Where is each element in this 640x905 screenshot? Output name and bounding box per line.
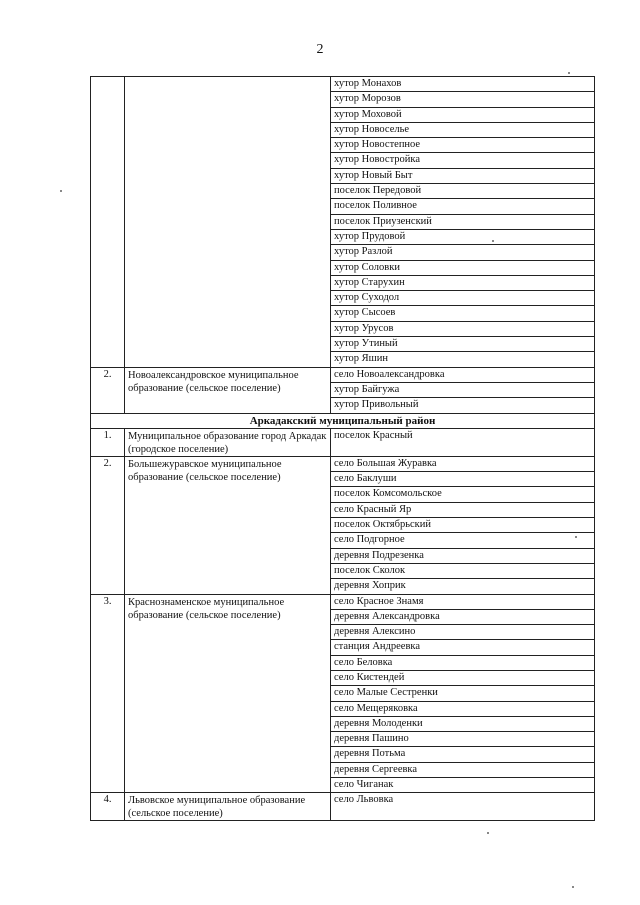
settlement-name: хутор Старухин — [331, 275, 595, 290]
municipality-name: Большежуравское муниципальное образование (сельское поселение) — [125, 456, 331, 594]
settlement-name: поселок Октябрьский — [331, 518, 595, 533]
settlement-name: хутор Утиный — [331, 337, 595, 352]
settlement-name: деревня Подрезенка — [331, 548, 595, 563]
settlement-name: село Подгорное — [331, 533, 595, 548]
settlement-name: хутор Привольный — [331, 398, 595, 413]
settlement-name: хутор Новоселье — [331, 122, 595, 137]
table-row — [91, 428, 595, 456]
settlement-name: село Львовка — [331, 793, 595, 821]
settlement-name: хутор Суходол — [331, 291, 595, 306]
settlement-name: хутор Соловки — [331, 260, 595, 275]
row-number: 1. — [91, 428, 125, 456]
settlement-name: хутор Новостройка — [331, 153, 595, 168]
settlement-name: хутор Моховой — [331, 107, 595, 122]
settlement-name: поселок Сколок — [331, 563, 595, 578]
settlement-name: поселок Комсомольское — [331, 487, 595, 502]
municipality-name — [125, 77, 331, 368]
region-header-row — [91, 413, 595, 428]
settlement-name: хутор Разлой — [331, 245, 595, 260]
settlement-name: хутор Байгужа — [331, 382, 595, 397]
table-row — [91, 793, 595, 821]
settlement-name: хутор Прудовой — [331, 229, 595, 244]
settlement-name: деревня Хоприк — [331, 579, 595, 594]
settlement-name: село Красное Знамя — [331, 594, 595, 609]
settlement-name: хутор Новый Быт — [331, 168, 595, 183]
scan-speck — [575, 536, 577, 538]
settlement-name: хутор Яшин — [331, 352, 595, 367]
settlement-name: село Беловка — [331, 655, 595, 670]
settlement-name: деревня Сергеевка — [331, 762, 595, 777]
row-number — [91, 77, 125, 368]
settlements-table — [90, 76, 595, 821]
scan-speck — [487, 832, 489, 834]
municipality-name: Краснознаменское муниципальное образование (сельское поселение) — [125, 594, 331, 793]
page-number: 2 — [316, 42, 324, 57]
row-number: 2. — [91, 456, 125, 594]
scan-speck — [492, 240, 494, 242]
settlement-name: деревня Алексино — [331, 625, 595, 640]
settlement-name: село Большая Журавка — [331, 456, 595, 471]
settlement-name: поселок Приузенский — [331, 214, 595, 229]
settlement-name: хутор Морозов — [331, 92, 595, 107]
table-row — [91, 77, 595, 92]
settlement-name: хутор Монахов — [331, 77, 595, 92]
row-number: 3. — [91, 594, 125, 793]
row-number: 2. — [91, 367, 125, 413]
settlement-name: село Мещеряковка — [331, 701, 595, 716]
settlement-name: село Новоалександровка — [331, 367, 595, 382]
municipality-name: Муниципальное образование город Аркадак (городское поселение) — [125, 428, 331, 456]
row-number: 4. — [91, 793, 125, 821]
region-title: Аркадакский муниципальный район — [91, 413, 595, 428]
settlement-name: поселок Поливное — [331, 199, 595, 214]
settlement-name: деревня Александровка — [331, 609, 595, 624]
scan-speck — [60, 190, 62, 192]
settlement-name: село Красный Яр — [331, 502, 595, 517]
settlement-name: хутор Урусов — [331, 321, 595, 336]
settlement-name: станция Андреевка — [331, 640, 595, 655]
table-row — [91, 456, 595, 471]
table-row — [91, 367, 595, 382]
settlement-name: поселок Красный — [331, 428, 595, 456]
settlement-name: село Малые Сестренки — [331, 686, 595, 701]
table-row — [91, 594, 595, 609]
scan-speck — [572, 886, 574, 888]
settlement-name: село Кистендей — [331, 670, 595, 685]
municipality-name: Новоалександровское муниципальное образование (сельское поселение) — [125, 367, 331, 413]
municipality-name: Львовское муниципальное образование (сельское поселение) — [125, 793, 331, 821]
settlement-name: село Чиганак — [331, 778, 595, 793]
settlement-name: деревня Пашино — [331, 732, 595, 747]
settlement-name: село Баклуши — [331, 472, 595, 487]
settlement-name: деревня Молоденки — [331, 716, 595, 731]
settlement-name: поселок Передовой — [331, 184, 595, 199]
settlement-name: хутор Сысоев — [331, 306, 595, 321]
scan-speck — [568, 72, 570, 74]
settlement-name: хутор Новостепное — [331, 138, 595, 153]
settlement-name: деревня Потьма — [331, 747, 595, 762]
